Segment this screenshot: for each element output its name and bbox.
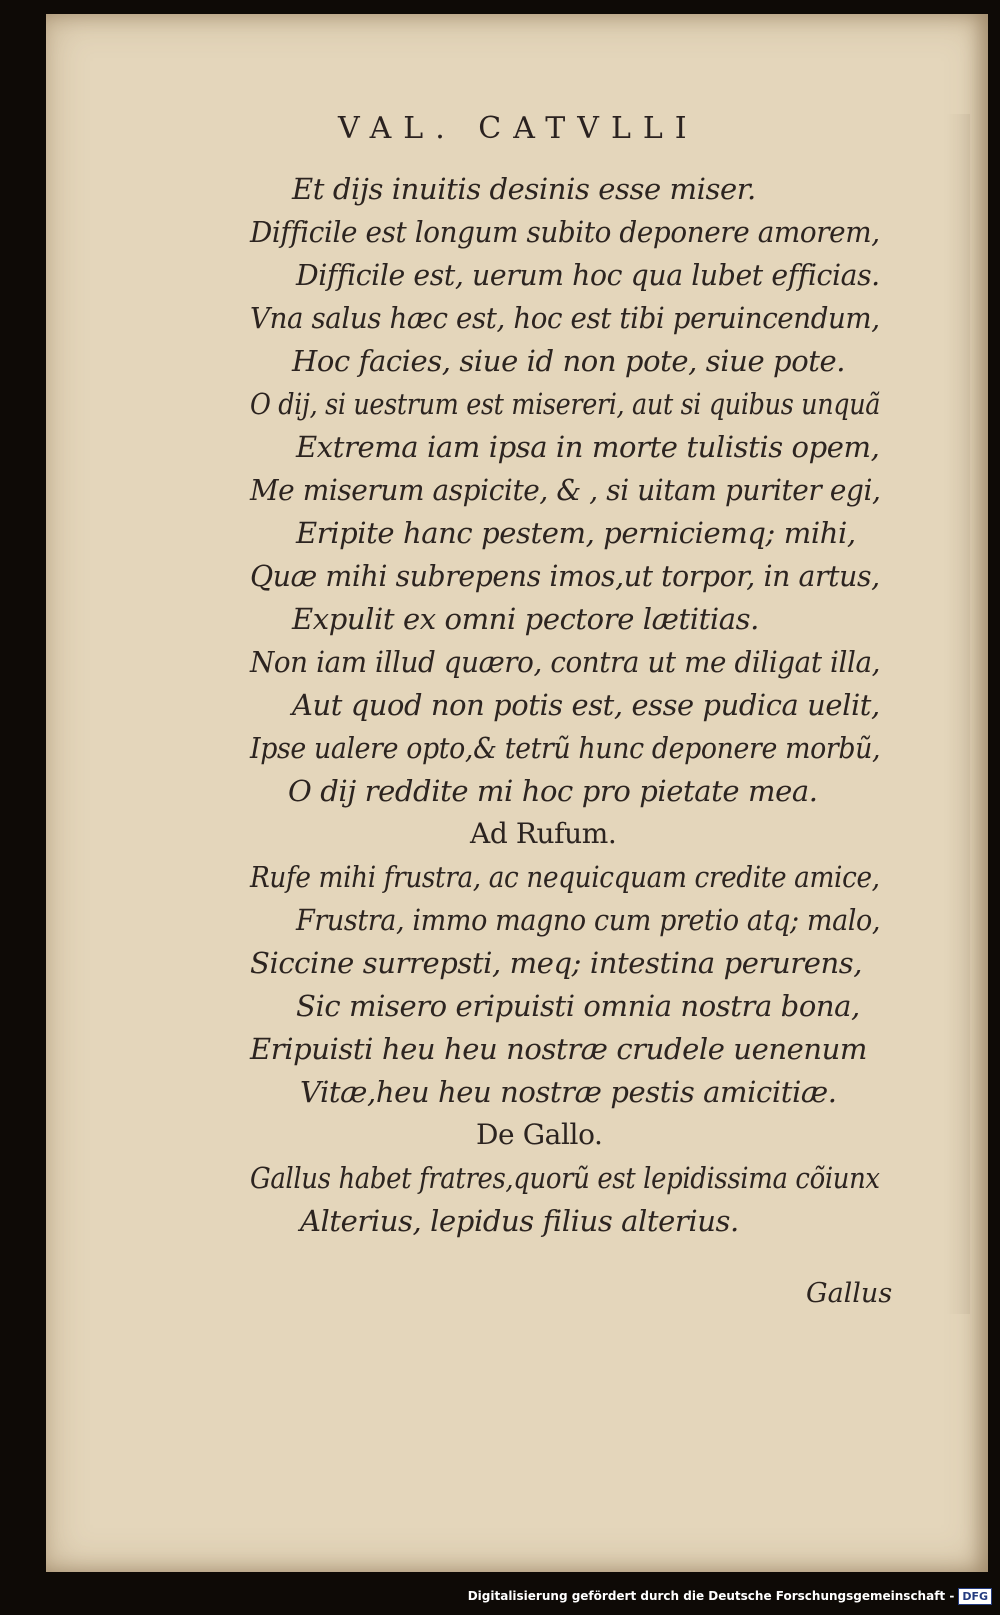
- verse-line: Aut quod non potis est, esse pudica uelit,: [292, 688, 880, 722]
- verse-line: Extrema iam ipsa in morte tulistis opem,: [296, 430, 880, 464]
- verse-line: Vna salus hæc est, hoc est tibi peruincendum,: [250, 301, 880, 335]
- catchword: Gallus: [806, 1278, 893, 1309]
- verse-line: Expulit ex omni pectore lætitias.: [292, 602, 759, 636]
- verse-line: Me miserum aspicite, & , si uitam puriter egi,: [250, 473, 881, 507]
- verse-line: Vitæ,heu heu nostræ pestis amicitiæ.: [300, 1075, 837, 1109]
- poem-heading: Ad Rufum.: [470, 817, 617, 850]
- verse-line: Difficile est, uerum hoc qua lubet efficias.: [296, 258, 880, 292]
- verse-line: Hoc facies, siue id non pote, siue pote.: [292, 344, 846, 378]
- verse-line: Siccine surrepsti, meq; intestina perurens,: [250, 946, 863, 980]
- digitization-credit: [468, 1580, 992, 1612]
- dfg-logo: DFG: [958, 1588, 992, 1605]
- verse-line: Et dijs inuitis desinis esse miser.: [292, 172, 756, 206]
- poem-heading: De Gallo.: [476, 1118, 603, 1151]
- verse-line: O dij, si uestrum est misereri, aut si quibus unquã: [250, 387, 881, 421]
- verse-line: Ipse ualere opto,& tetrũ hunc deponere morbũ,: [250, 731, 881, 765]
- verse-line: Alterius, lepidus filius alterius.: [300, 1204, 739, 1238]
- verse-line: Sic misero eripuisti omnia nostra bona,: [296, 989, 860, 1023]
- verse-line: Eripite hanc pestem, perniciemq; mihi,: [296, 516, 856, 550]
- verse-line: Eripuisti heu heu nostræ crudele uenenum: [250, 1032, 868, 1066]
- running-header: VAL. CATVLLI: [338, 111, 699, 146]
- verse-line: Quæ mihi subrepens imos,ut torpor, in artus,: [250, 559, 880, 593]
- verse-line: Frustra, immo magno cum pretio atq; malo,: [296, 903, 881, 937]
- verse-line: O dij reddite mi hoc pro pietate mea.: [288, 774, 818, 808]
- verse-line: Rufe mihi frustra, ac nequicquam credite amice,: [250, 860, 880, 894]
- verse-line: Gallus habet fratres,quorũ est lepidissima cõiunx: [250, 1161, 880, 1195]
- verse-line: Non iam illud quæro, contra ut me diligat illa,: [250, 645, 881, 679]
- credit-text: Digitalisierung gefördert durch die Deutsche Forschungsgemeinschaft -: [467, 1589, 955, 1603]
- verse-line: Difficile est longum subito deponere amorem,: [250, 215, 880, 249]
- page-edge-shadow: [946, 114, 970, 1314]
